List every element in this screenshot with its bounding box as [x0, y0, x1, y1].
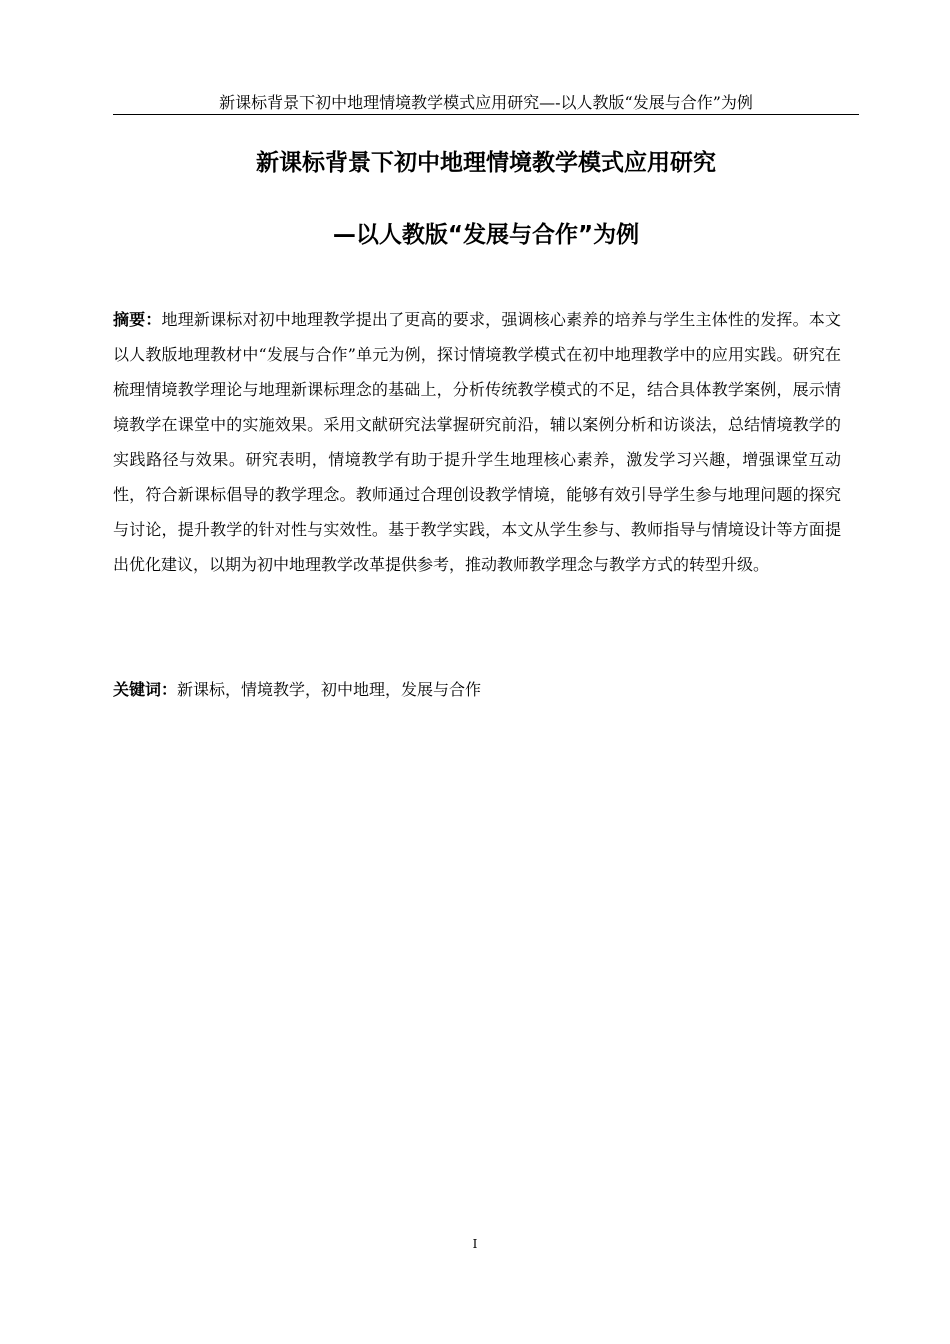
abstract-text: 地理新课标对初中地理教学提出了更高的要求，强调核心素养的培养与学生主体性的发挥。本文以人教版地理教材中“发展与合作”单元为例，探讨情境教学模式在初中地理教学中的应用实践。研究在梳理情境教学理论与地理新课标理念的基础上，分析传统教学模式的不足，结合具体教学案例，展示情境教学在课堂中的实施效果。采用文献研究法掌握研究前沿，辅以案例分析和访谈法，总结情境教学的实践路径与效果。研究表明，情境教学有助于提升学生地理核心素养，激发学习兴趣，增强课堂互动性，符合新课标倡导的教学理念。教师通过合理创设教学情境，能够有效引导学生参与地理问题的探究与讨论，提升教学的针对性与实效性。基于教学实践，本文从学生参与、教师指导与情境设计等方面提出优化建议，以期为初中地理教学改革提供参考，推动教师教学理念与教学方式的转型升级。 — [113, 310, 841, 574]
abstract-label: 摘要： — [113, 310, 162, 329]
keywords-text: 新课标，情境教学，初中地理，发展与合作 — [177, 680, 482, 699]
keywords-label: 关键词： — [113, 680, 178, 699]
keywords-line — [113, 675, 841, 705]
paper-title: 新课标背景下初中地理情境教学模式应用研究 — [256, 150, 716, 176]
paper-subtitle: —以人教版“发展与合作”为例 — [332, 222, 640, 248]
abstract-paragraph — [113, 302, 841, 582]
running-header: 新课标背景下初中地理情境教学模式应用研究—-以人教版“发展与合作”为例 — [113, 92, 859, 115]
page-number: I — [472, 1237, 478, 1251]
